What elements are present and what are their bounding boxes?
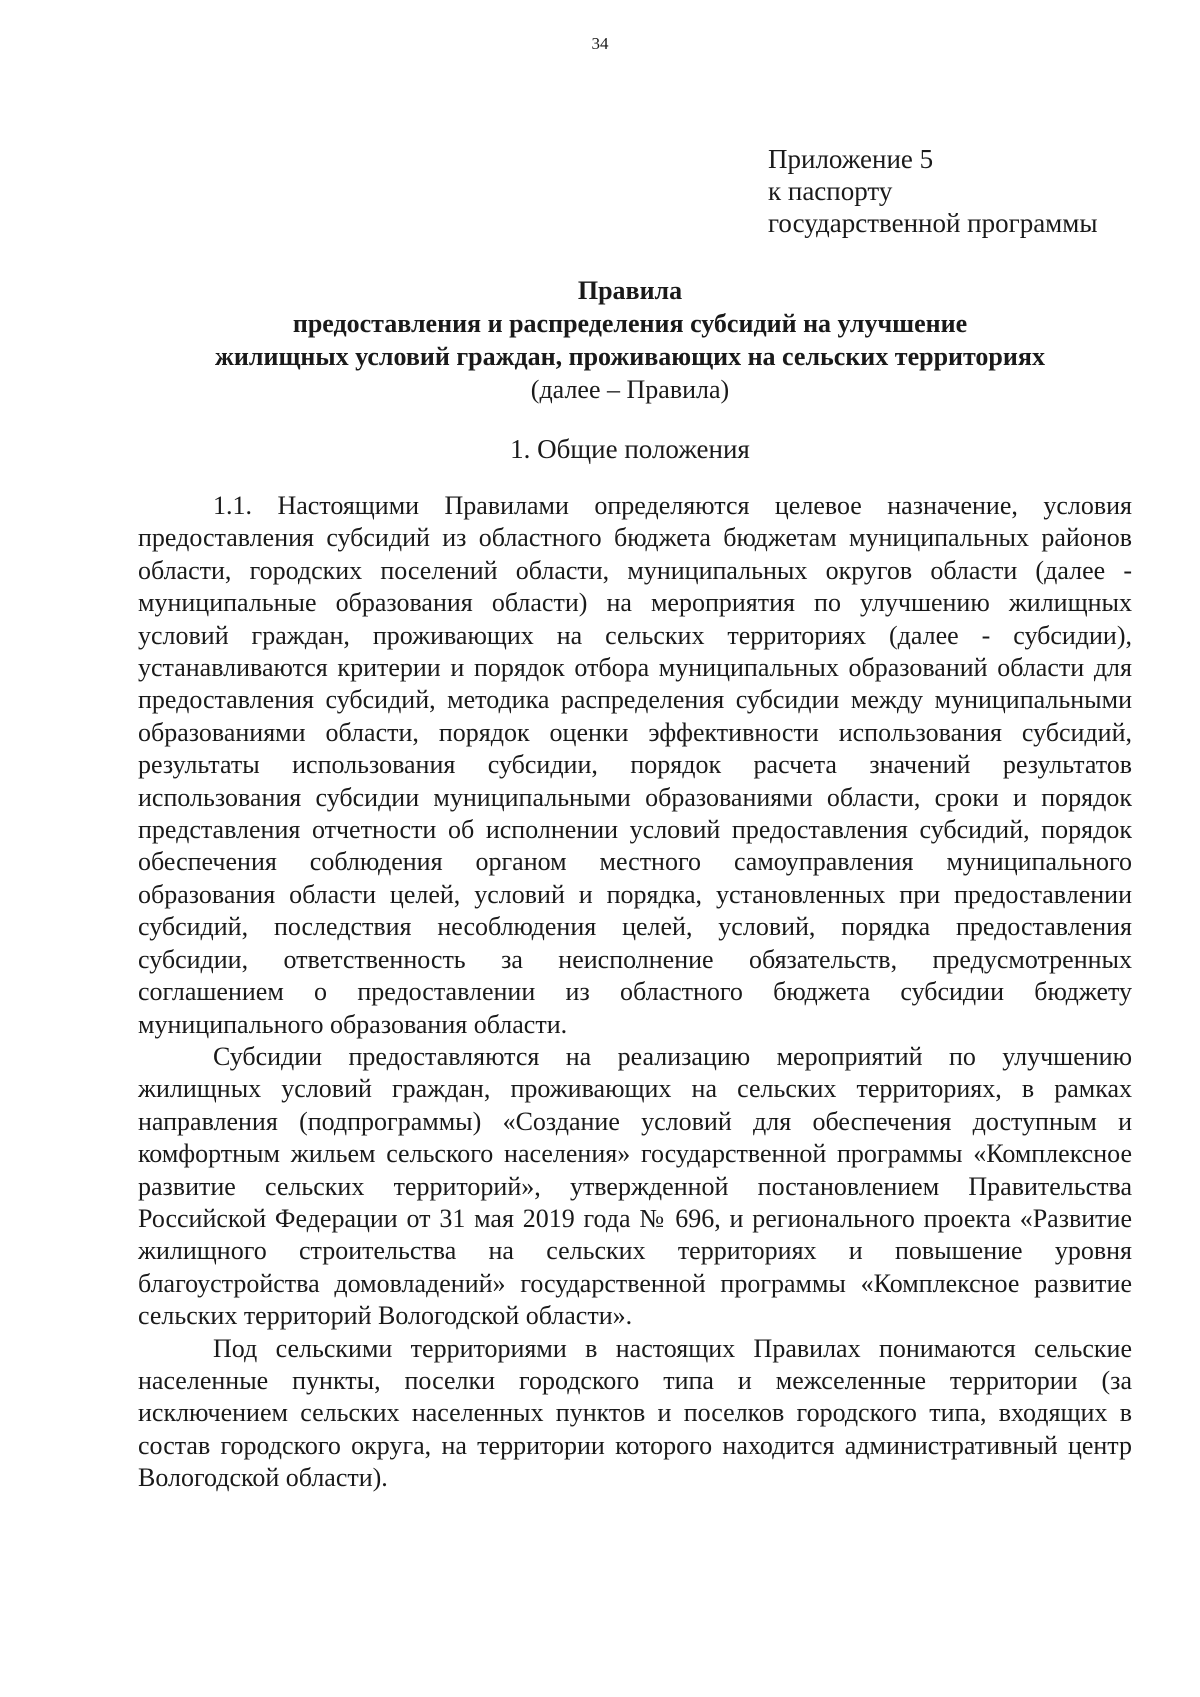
title-line-3: жилищных условий граждан, проживающих на сельских территориях (215, 342, 1045, 371)
appendix-line-1: Приложение 5 (768, 144, 934, 174)
title-line-2: предоставления и распределения субсидий на улучшение (292, 309, 968, 338)
paragraph-2: Субсидии предоставляются на реализацию мероприятий по улучшению жилищных условий граждан, проживающих на сельских территориях, в рамках направления (подпрограммы) «Создание условий для обеспечения доступным и комфортным жильем сельского населения» государственной программы «Комплексное развитие сельских территорий», утвержденной постановлением Правительства Российской Федерации от 31 мая 2019 года № 696, и регионального проекта «Развитие жилищного строительства на сельских территориях и повышение уровня благоустройства домовладений» государственной программы «Комплексное развитие сельских территорий Вологодской области». (138, 1041, 1132, 1331)
title-line-1: Правила (577, 276, 683, 305)
appendix-block (768, 143, 1098, 239)
paragraph-1: 1.1. Настоящими Правилами определяются целевое назначение, условия предоставления субсидий из областного бюджета бюджетам муниципальных районов области, городских поселений области, муниципальных округов области (далее - муниципальные образования области) на мероприятия по улучшению жилищных условий граждан, проживающих на сельских территориях (далее - субсидии), устанавливаются критерии и порядок отбора муниципальных образований области для предоставления субсидий, методика распределения субсидии между муниципальными образованиями области, порядок оценки эффективности использования субсидий, результаты использования субсидии, порядок расчета значений результатов использования субсидии муниципальными образованиями области, сроки и порядок представления отчетности об исполнении условий предоставления субсидий, порядок обеспечения соблюдения органом местного самоуправления муниципального образования области целей, условий и порядка, установленных при предоставлении субсидий, последствия несоблюдения целей, условий, порядка предоставления субсидии, ответственность за неисполнение обязательств, предусмотренных соглашением о предоставлении из областного бюджета субсидии бюджету муниципального образования области. (138, 491, 1132, 1039)
page-number: 34 (591, 34, 609, 53)
title-line-4: (далее – Правила) (530, 375, 730, 404)
appendix-line-3: государственной программы (768, 208, 1098, 238)
section-heading: 1. Общие положения (510, 434, 750, 464)
body-text (138, 490, 1132, 1495)
paragraph-3: Под сельскими территориями в настоящих Правилах понимаются сельские населенные пункты, поселки городского типа и межселенные территории (за исключением сельских населенных пунктов и поселков городского типа, входящих в состав городского округа, на территории которого находится административный центр Вологодской области). (138, 1333, 1132, 1493)
document-title (140, 274, 1120, 406)
appendix-line-2: к паспорту (768, 176, 893, 206)
